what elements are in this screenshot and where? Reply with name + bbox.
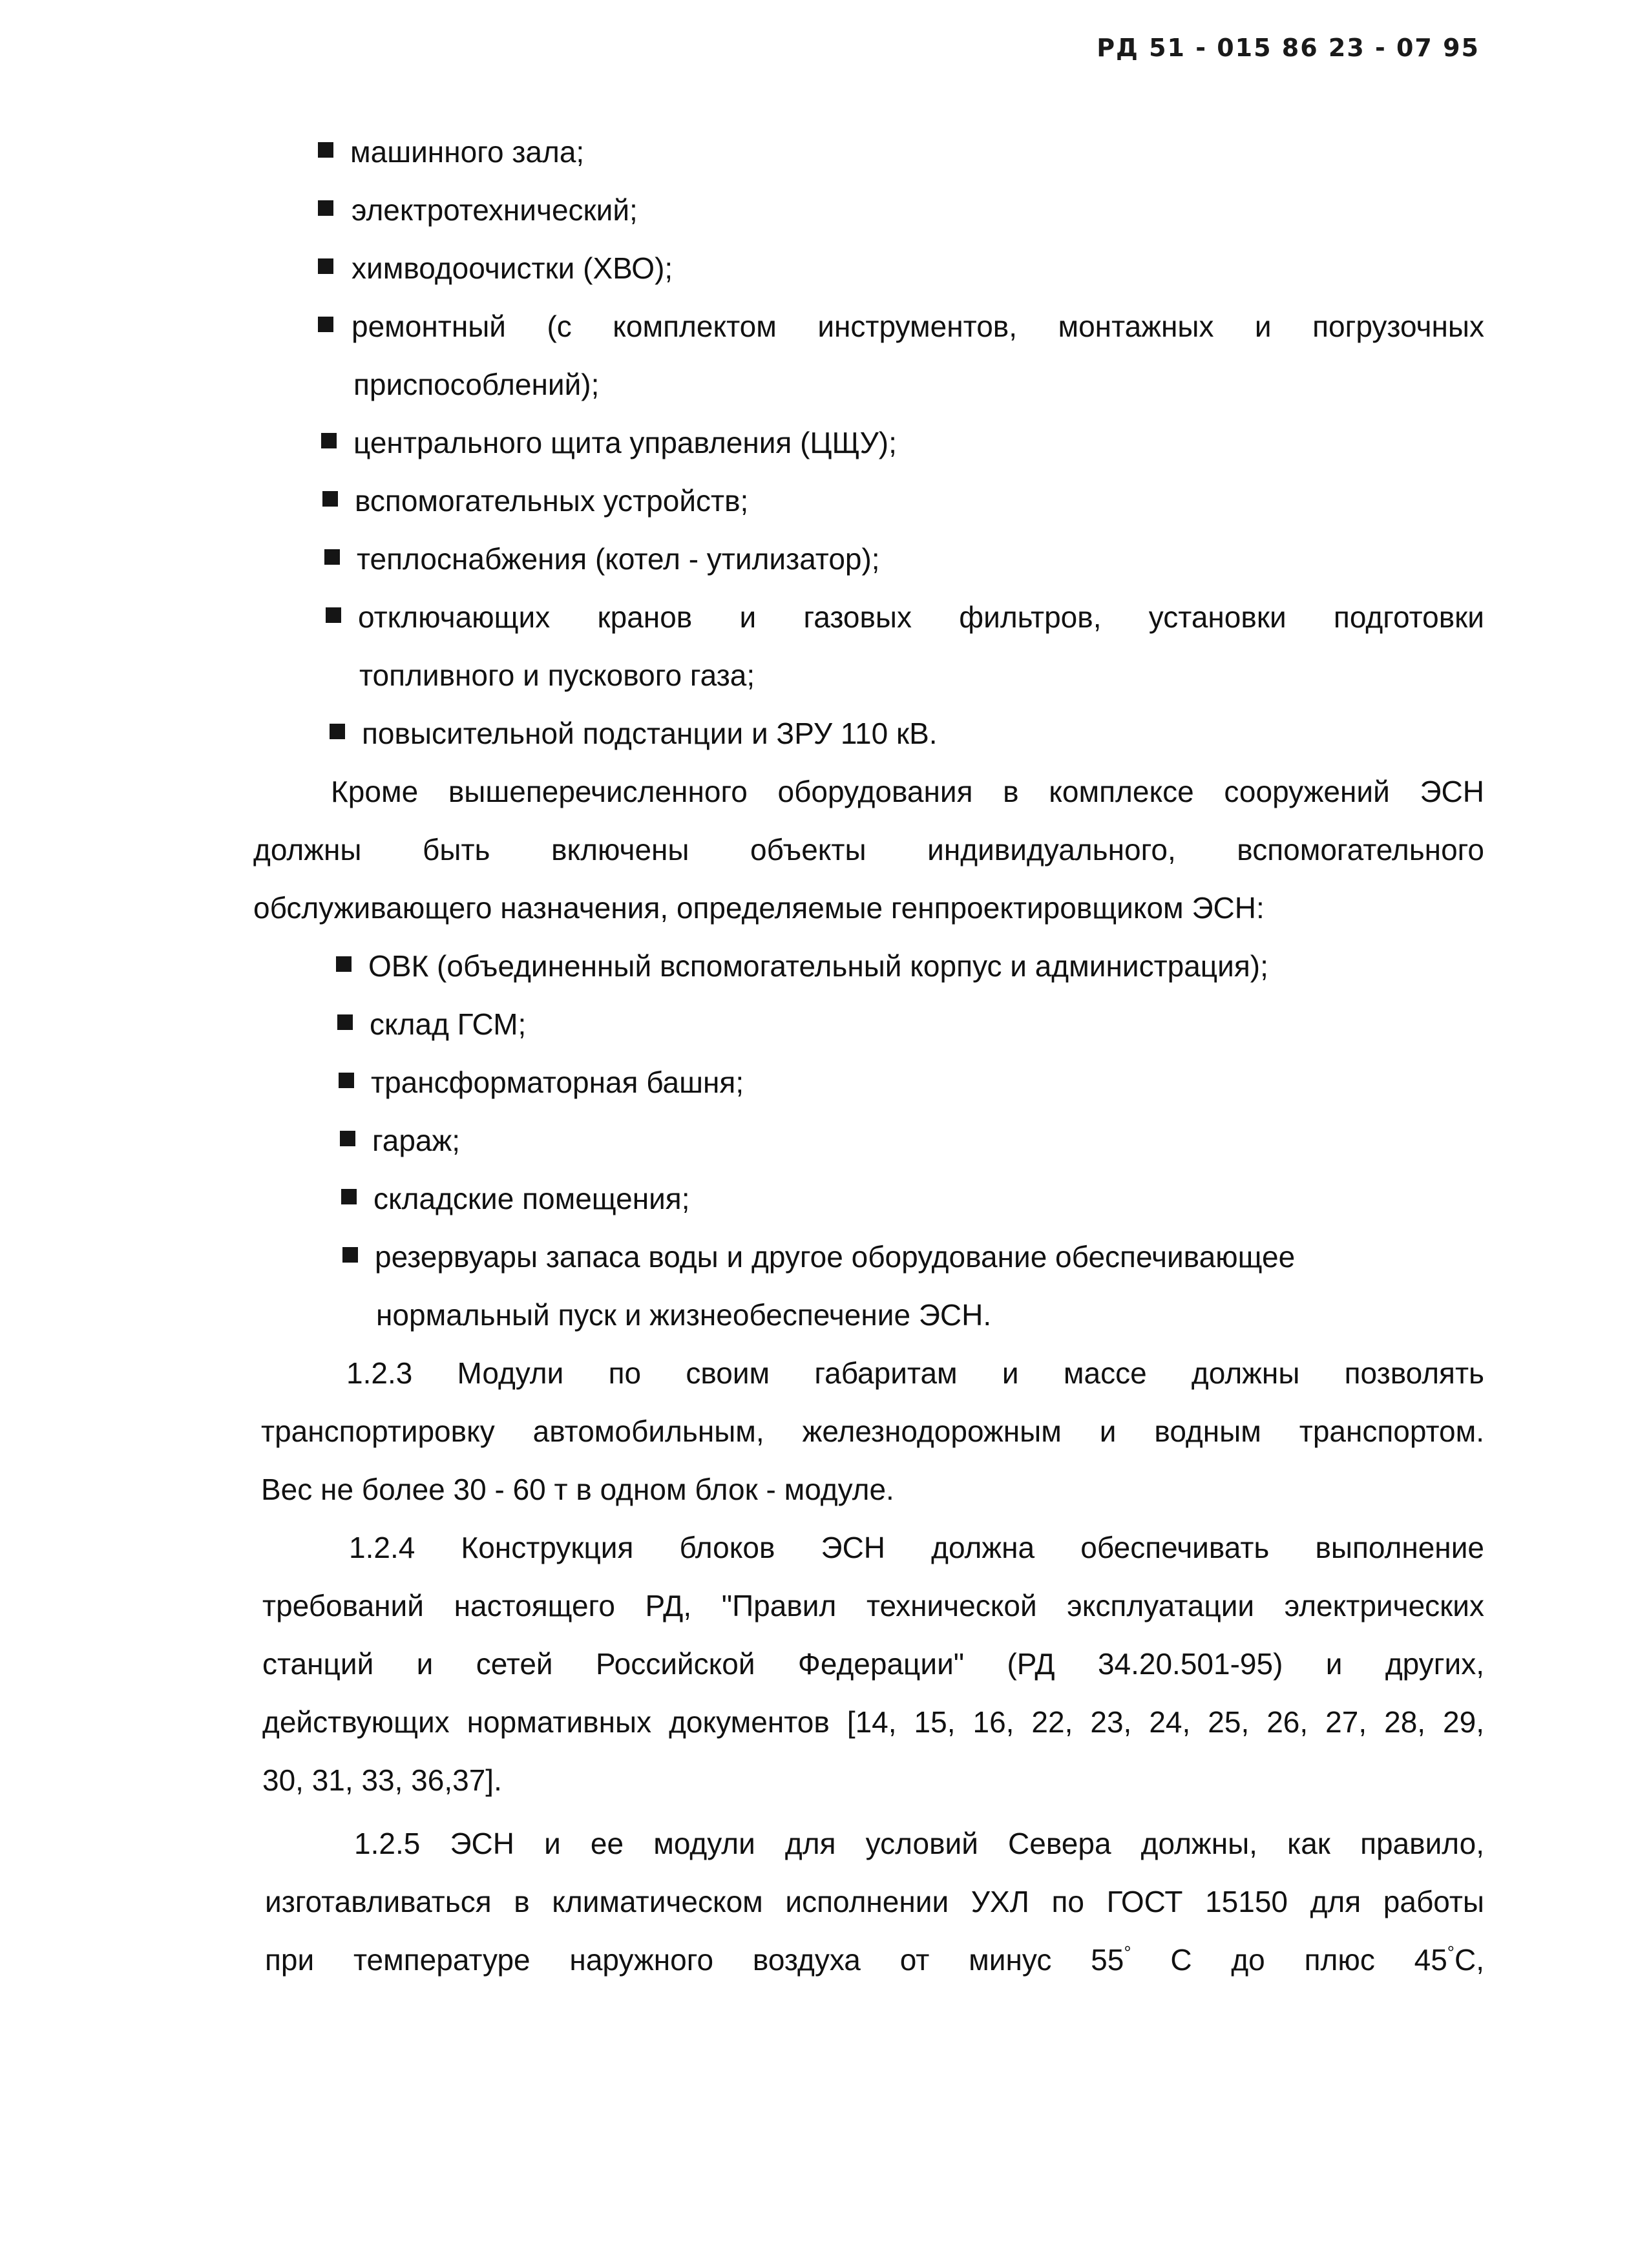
bullet-square-icon: [341, 1189, 357, 1204]
list-item: теплоснабжения (котел - утилизатор);: [253, 530, 1484, 588]
bullet-square-icon: [318, 258, 333, 274]
list-item: склад ГСМ;: [253, 995, 1484, 1053]
bullet-square-icon: [322, 491, 338, 507]
section-1-2-4: 1.2.4 Конструкция блоков ЭСН должна обеспечивать выполнение требований настоящего РД, "Правил технической эксплуатации электрических станций и сетей Российской Федерации" (РД 34.20.501-95) и других, действующих нормативных документов [14, 15, 16, 22, 23, 24, 25, 26, 27, 28, 29, 30, 31, 33, 36,37].: [262, 1531, 1484, 1797]
facilities-list: [253, 937, 1484, 1344]
bullet-square-icon: [318, 142, 333, 158]
list-item: ремонтный (с комплектом инструментов, монтажных и погрузочных: [253, 297, 1484, 355]
bullet-square-icon: [318, 317, 333, 332]
bullet-square-icon: [318, 200, 333, 216]
bullet-square-icon: [330, 724, 345, 739]
equipment-list: [253, 123, 1484, 762]
bullet-square-icon: [340, 1131, 355, 1146]
bullet-square-icon: [339, 1073, 354, 1088]
bullet-square-icon: [321, 433, 337, 448]
section-1-2-3: 1.2.3 Модули по своим габаритам и массе должны позволять транспортировку автомобильным, железнодорожным и водным транспортом. Вес не более 30 - 60 т в одном блок - модуле.: [261, 1356, 1484, 1506]
list-item-continuation: топливного и пускового газа;: [359, 658, 755, 692]
list-item: электротехнический;: [253, 181, 1484, 239]
list-item: трансформаторная башня;: [253, 1053, 1484, 1111]
list-item: повысительной подстанции и ЗРУ 110 кВ.: [253, 704, 1484, 762]
list-item: складские помещения;: [253, 1170, 1484, 1228]
list-item: отключающих кранов и газовых фильтров, установки подготовки: [253, 588, 1484, 646]
list-item: машинного зала;: [253, 123, 1484, 181]
list-item: резервуары запаса воды и другое оборудование обеспечивающее: [253, 1228, 1484, 1286]
list-item-continuation: нормальный пуск и жизнеобеспечение ЭСН.: [376, 1298, 992, 1332]
document-code: РД 51 - 015 86 23 - 07 95: [1097, 34, 1480, 62]
list-item: химводоочистки (ХВО);: [253, 239, 1484, 297]
list-item: вспомогательных устройств;: [253, 472, 1484, 530]
list-item-continuation: приспособлений);: [353, 368, 600, 401]
section-1-2-5-last-line: при температуре наружного воздуха от минус 55° С до плюс 45°С,: [265, 1942, 1484, 1977]
bullet-square-icon: [342, 1247, 358, 1263]
bullet-square-icon: [324, 549, 340, 565]
bullet-square-icon: [336, 956, 352, 972]
section-1-2-5: 1.2.5 ЭСН и ее модули для условий Севера должны, как правило, изготавливаться в климатическом исполнении УХЛ по ГОСТ 15150 для работы при температуре наружного воздуха от минус 55° С до плюс 45°С,: [253, 1814, 1484, 1989]
list-item: центрального щита управления (ЦЩУ);: [253, 414, 1484, 472]
list-item: гараж;: [253, 1111, 1484, 1170]
intro-paragraph: Кроме вышеперечисленного оборудования в комплексе сооружений ЭСН должны быть включены объекты индивидуального, вспомогательного обслуживающего назначения, определяемые генпроектировщиком ЭСН:: [253, 775, 1484, 925]
bullet-square-icon: [337, 1014, 353, 1030]
page-body: [253, 123, 1484, 1989]
bullet-square-icon: [326, 607, 341, 623]
list-item: ОВК (объединенный вспомогательный корпус и администрация);: [253, 937, 1484, 995]
